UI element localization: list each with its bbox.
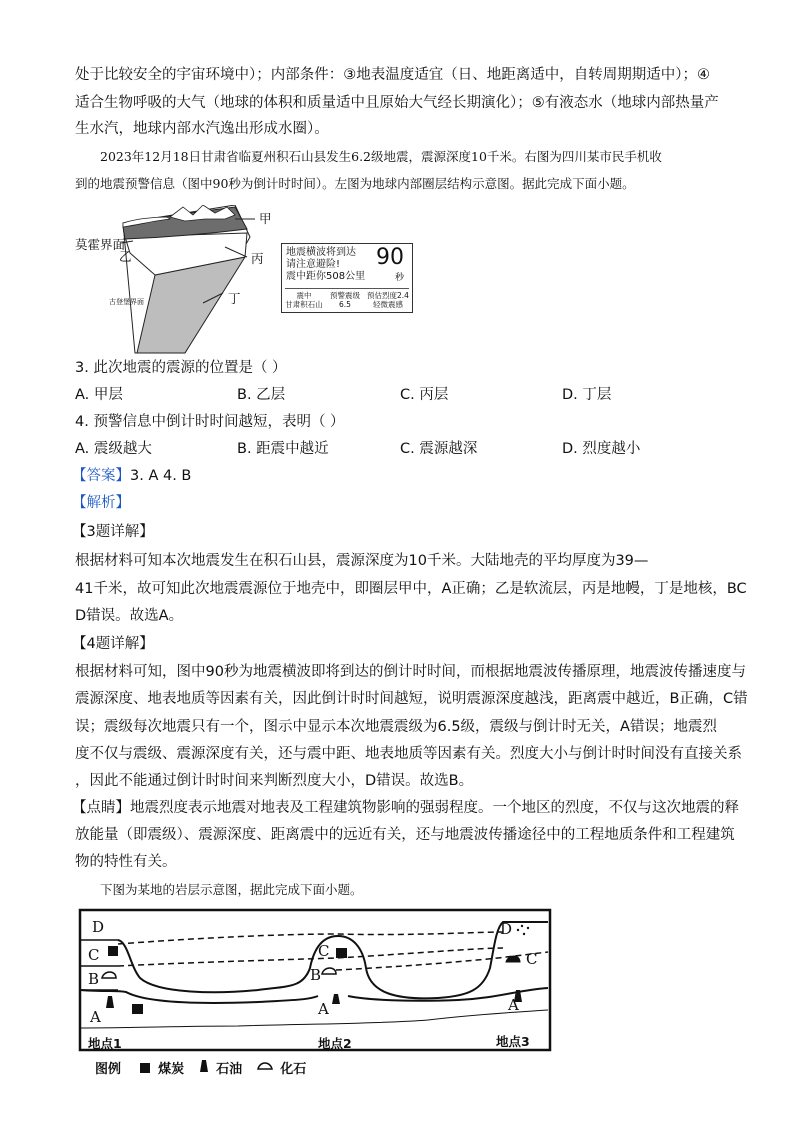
q4-option-a: A. 震级越大 <box>75 441 152 457</box>
warning-message-line: 震中距你508公里 <box>286 271 366 282</box>
layer-label: C <box>526 950 538 968</box>
oil-icon <box>199 1060 209 1076</box>
fossil-icon <box>257 1060 273 1075</box>
warning-divider <box>285 288 409 289</box>
answer-line <box>72 465 191 487</box>
q4-detail-line: 误；震级每次地震只有一个，图示中显示本次地震震级为6.5级，震级与倒计时无关，A错误；地震烈 <box>75 719 717 735</box>
figure2-legend <box>95 1058 306 1077</box>
legend-title: 图例 <box>95 1062 122 1077</box>
intensity-label: 预估烈度2.4 <box>367 291 409 300</box>
q3-option-a: A. 甲层 <box>75 387 123 403</box>
label-bing: 丙 <box>251 251 264 266</box>
intensity-value: 轻微震感 <box>373 300 403 309</box>
material-line-2: 到的地震预警信息（图中90秒为倒计时时间）。左图为地球内部圈层结构示意图。据此完成下面小题。 <box>75 176 635 191</box>
q4-detail-line: ，因此不能通过倒计时时间来判断烈度大小，D错误。故选B。 <box>75 773 474 789</box>
label-yi: 乙 <box>119 249 132 264</box>
layer-label: D <box>92 918 105 936</box>
q4-option-b: B. 距震中越近 <box>237 441 329 457</box>
q3-detail-line: 根据材料可知本次地震发生在积石山县，震源深度为10千米。大陆地壳的平均厚度为39— <box>75 553 649 569</box>
layer-label: D <box>500 920 513 938</box>
q3-option-b: B. 乙层 <box>237 387 286 403</box>
site-label: 地点2 <box>318 1036 352 1051</box>
epicenter-label: 震中 <box>296 291 312 300</box>
q3-stem: 3. 此次地震的震源的位置是（ ） <box>75 360 287 376</box>
magnitude-value: 6.5 <box>339 300 351 309</box>
label-jia: 甲 <box>259 211 272 226</box>
q3-option-c: C. 丙层 <box>400 387 449 403</box>
magnitude-cell <box>327 291 363 309</box>
intro-line-3: 生水汽，地球内部水汽逸出形成水圈）。 <box>75 121 329 137</box>
q4-detail-tag: 【4题详解】 <box>72 636 154 652</box>
epicenter-cell <box>285 291 323 309</box>
tip-line: 放能量（即震级）、震源深度、距离震中的远近有关，还与地震波传播途径中的工程地质条件和工程建筑 <box>75 827 735 843</box>
next-intro: 下图为某地的岩层示意图，据此完成下面小题。 <box>100 882 363 897</box>
q3-detail-tag: 【3题详解】 <box>72 524 154 540</box>
analysis-tag: 【解析】 <box>72 495 130 511</box>
label-ding: 丁 <box>228 291 241 306</box>
layer-label: A <box>508 996 519 1014</box>
tip-line: 物的特性有关。 <box>75 854 177 870</box>
legend-item-fossil: 化石 <box>280 1062 307 1077</box>
q3-detail-line: D错误。故选A。 <box>75 608 184 624</box>
material-line-1: 2023年12月18日甘肃省临夏州积石山县发生6.2级地震，震源深度10千米。右图为四川某市民手机收 <box>100 149 662 164</box>
label-moho: 莫霍界面 <box>75 237 126 252</box>
warning-message-line: 请注意避险! <box>286 259 341 270</box>
q4-detail-line: 震源深度、地表地质等因素有关，因此倒计时时间越短，说明震源深度越浅，距离震中越近，B正确，C错 <box>75 691 748 707</box>
answer-tag: 【答案】 <box>72 468 130 484</box>
q4-option-c: C. 震源越深 <box>400 441 478 457</box>
q4-option-d: D. 烈度越小 <box>562 441 641 457</box>
site-label: 地点1 <box>88 1036 122 1051</box>
earth-structure-figure <box>75 205 285 355</box>
intro-line-2: 适合生物呼吸的大气（地球的体积和质量适中且原始大气经长期演化）；⑤有液态水（地球内部热量产 <box>75 95 719 111</box>
site-label: 地点3 <box>496 1034 530 1049</box>
layer-label: B <box>310 966 322 984</box>
epicenter-value: 甘肃积石山 <box>285 300 323 309</box>
answer-text: 3. A 4. B <box>130 468 192 484</box>
warning-message <box>286 247 365 283</box>
q3-option-d: D. 丁层 <box>562 387 612 403</box>
warning-message-line: 地震横波将到达 <box>286 247 356 258</box>
legend-item-oil: 石油 <box>216 1062 243 1077</box>
layer-label: A <box>318 1000 329 1018</box>
q3-detail-line: 41千米，故可知此次地震震源位于地壳中，即圈层甲中，A正确；乙是软流层，丙是地幔，丁是地核，BC <box>75 581 747 597</box>
rock-layers-figure <box>78 908 553 1054</box>
q4-stem: 4. 预警信息中倒计时时间越短，表明（ ） <box>75 414 345 430</box>
legend-item-coal: 煤炭 <box>158 1062 185 1077</box>
q4-detail-line: 根据材料可知，图中90秒为地震横波即将到达的倒计时时间，而根据地震波传播原理，地震波传播速度与 <box>75 664 746 680</box>
coal-icon <box>140 1063 150 1073</box>
layer-label: C <box>318 942 330 960</box>
countdown-number: 90 <box>376 245 404 270</box>
layer-label: C <box>88 946 100 964</box>
intensity-cell <box>366 291 410 309</box>
label-gutenberg: 古登堡界面 <box>109 298 144 306</box>
earthquake-warning-panel <box>281 243 413 313</box>
layer-label: A <box>90 1008 101 1026</box>
q4-detail-line: 度不仅与震级、震源深度有关，还与震中距、地表地质等因素有关。烈度大小与倒计时时间没有直接关系 <box>75 746 742 762</box>
tip-line-1 <box>72 797 739 819</box>
countdown-unit: 秒 <box>394 273 404 283</box>
earth-structure-diagram <box>75 205 285 355</box>
tip-tag: 【点睛】 <box>72 800 130 816</box>
magnitude-label: 预警震级 <box>330 291 360 300</box>
intro-line-1: 处于比较安全的宇宙环境中）；内部条件：③地表温度适宜（日、地距离适中，自转周期期适中）；④ <box>75 67 710 83</box>
layer-label: B <box>88 970 100 988</box>
tip-text: 地震烈度表示地震对地表及工程建筑物影响的强弱程度。一个地区的烈度，不仅与这次地震的释 <box>130 800 739 816</box>
